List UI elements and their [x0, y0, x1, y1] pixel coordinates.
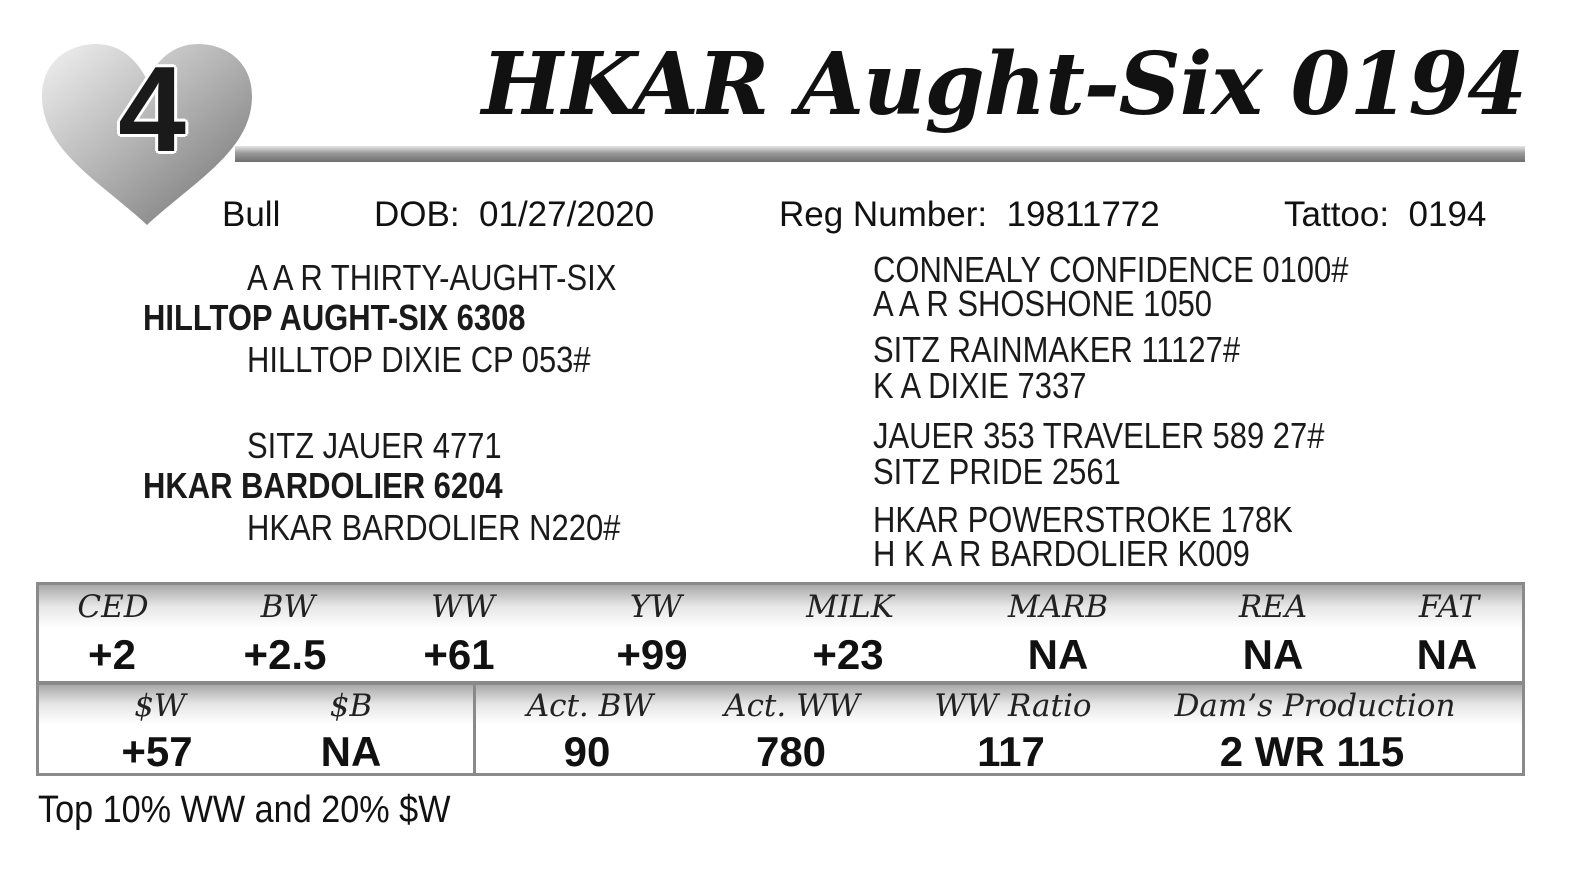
- actual-header-dam-production: Dam’s Production: [1174, 688, 1456, 724]
- epd-value-fat: NA: [1416, 631, 1478, 678]
- actual-value-ww-ratio: 117: [977, 728, 1045, 775]
- actual-header-bw: Act. BW: [526, 688, 654, 724]
- tattoo-value: 0194: [1408, 195, 1487, 234]
- epd-header-bw: BW: [260, 589, 316, 625]
- epd-value-ced: +2: [88, 631, 136, 678]
- sire-name: HILLTOP AUGHT-SIX 6308: [143, 297, 526, 338]
- dam-sire: SITZ JAUER 4771: [247, 425, 502, 466]
- epd-header-ced: CED: [77, 589, 149, 625]
- footnote: Top 10% WW and 20% $W: [38, 789, 451, 831]
- epd-value-rea: NA: [1242, 631, 1304, 678]
- sire-sire-sire: CONNEALY CONFIDENCE 0100#: [873, 249, 1349, 290]
- lot-number: 4: [118, 41, 186, 177]
- dob-label: DOB:: [374, 195, 460, 234]
- index-header-b: $B: [329, 688, 373, 724]
- sex: Bull: [222, 195, 281, 234]
- dam-dam-dam: H K A R BARDOLIER K009: [873, 533, 1250, 574]
- dob-row: [374, 194, 654, 236]
- sire-dam-sire: SITZ RAINMAKER 11127#: [873, 329, 1241, 370]
- actual-value-dam-production: 2 WR 115: [1219, 728, 1405, 775]
- animal-name: HKAR Aught-Six 0194: [481, 34, 1526, 135]
- sire-sire-dam: A A R SHOSHONE 1050: [873, 283, 1213, 324]
- reg-value: 19811772: [1006, 195, 1160, 234]
- epd-header-fat: FAT: [1418, 589, 1480, 625]
- epd-value-milk: +23: [812, 631, 884, 678]
- dam-name: HKAR BARDOLIER 6204: [143, 465, 503, 506]
- tattoo-label: Tattoo:: [1284, 195, 1390, 234]
- dam-sire-dam: SITZ PRIDE 2561: [873, 451, 1121, 492]
- title-rule: [235, 146, 1525, 162]
- tattoo-row: [1284, 194, 1486, 236]
- sire-dam-dam: K A DIXIE 7337: [873, 365, 1087, 406]
- dob-value: 01/27/2020: [479, 195, 655, 234]
- actual-value-bw: 90: [563, 728, 611, 775]
- reg-row: [779, 194, 1160, 236]
- epd-value-marb: NA: [1027, 631, 1089, 678]
- epd-header-ww: WW: [431, 589, 495, 625]
- actual-header-ww: Act. WW: [724, 688, 860, 724]
- dam-dam: HKAR BARDOLIER N220#: [247, 507, 621, 548]
- epd-value-ww: +61: [423, 631, 495, 678]
- epd-header-yw: YW: [629, 589, 683, 625]
- index-value-b: NA: [320, 728, 382, 775]
- index-value-w: +57: [121, 728, 193, 775]
- actual-value-ww: 780: [755, 728, 827, 775]
- epd-header-rea: REA: [1238, 589, 1308, 625]
- epd-value-yw: +99: [616, 631, 688, 678]
- epd-header-milk: MILK: [806, 589, 894, 625]
- sire-sire: A A R THIRTY-AUGHT-SIX: [247, 257, 617, 298]
- actual-header-ww-ratio: WW Ratio: [934, 688, 1092, 724]
- dam-dam-sire: HKAR POWERSTROKE 178K: [873, 499, 1293, 540]
- sire-dam: HILLTOP DIXIE CP 053#: [247, 339, 591, 380]
- epd-header-marb: MARB: [1007, 589, 1109, 625]
- reg-label: Reg Number:: [779, 195, 988, 234]
- index-header-w: $W: [134, 688, 186, 724]
- epd-value-bw: +2.5: [243, 631, 327, 678]
- dam-sire-sire: JAUER 353 TRAVELER 589 27#: [873, 415, 1325, 456]
- table-divider: [473, 682, 476, 776]
